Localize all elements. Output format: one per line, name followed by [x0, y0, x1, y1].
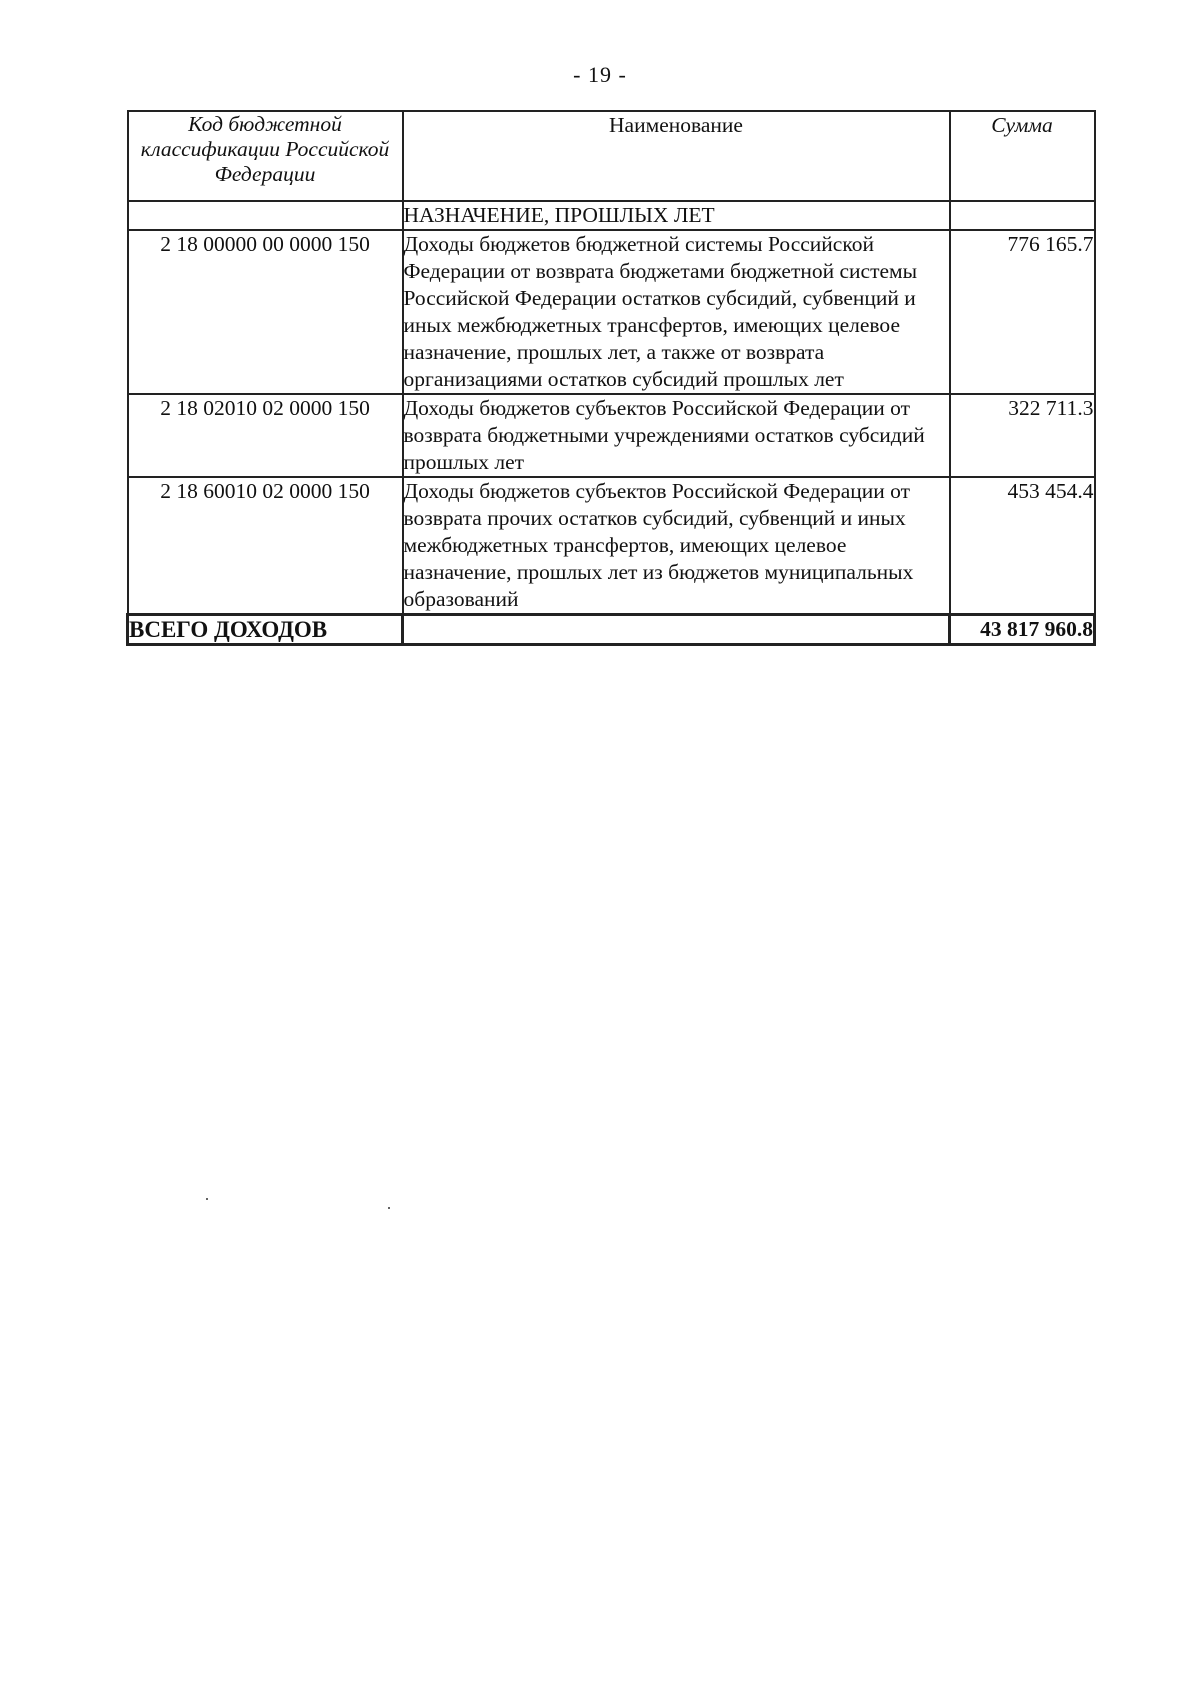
header-name: Наименование: [403, 111, 950, 201]
row-sum: 322 711.3: [950, 394, 1095, 477]
section-title: НАЗНАЧЕНИЕ, ПРОШЛЫХ ЛЕТ: [403, 201, 950, 230]
row-name: Доходы бюджетов бюджетной системы Российской Федерации от возврата бюджетами бюджетной системы Российской Федерации остатков субсидий, субвенций и иных межбюджетных трансфертов, имеющих целевое назначение, прошлых лет, а также от возврата организациями остатков субсидий прошлых лет: [403, 230, 950, 394]
total-row: [128, 615, 1095, 645]
section-code-cell: [128, 201, 403, 230]
header-code: Код бюджетной классификации Российской Федерации: [128, 111, 403, 201]
row-code: 2 18 00000 00 0000 150: [128, 230, 403, 394]
table-header-row: [128, 111, 1095, 201]
page-number: - 19 -: [573, 62, 627, 87]
row-sum: 776 165.7: [950, 230, 1095, 394]
budget-table: [126, 110, 1096, 646]
table-row: [128, 477, 1095, 615]
section-sum-cell: [950, 201, 1095, 230]
row-sum: 453 454.4: [950, 477, 1095, 615]
total-name-cell: [403, 615, 950, 645]
total-label: ВСЕГО ДОХОДОВ: [128, 615, 403, 645]
row-name: Доходы бюджетов субъектов Российской Федерации от возврата прочих остатков субсидий, субвенций и иных межбюджетных трансфертов, имеющих целевое назначение, прошлых лет из бюджетов муниципальных образований: [403, 477, 950, 615]
scan-speck: [388, 1207, 390, 1209]
scan-speck: [206, 1198, 208, 1200]
section-row: [128, 201, 1095, 230]
row-name: Доходы бюджетов субъектов Российской Федерации от возврата бюджетными учреждениями остатков субсидий прошлых лет: [403, 394, 950, 477]
row-code: 2 18 60010 02 0000 150: [128, 477, 403, 615]
row-code: 2 18 02010 02 0000 150: [128, 394, 403, 477]
total-sum: 43 817 960.8: [950, 615, 1095, 645]
table-row: [128, 230, 1095, 394]
table-row: [128, 394, 1095, 477]
header-sum: Сумма: [950, 111, 1095, 201]
